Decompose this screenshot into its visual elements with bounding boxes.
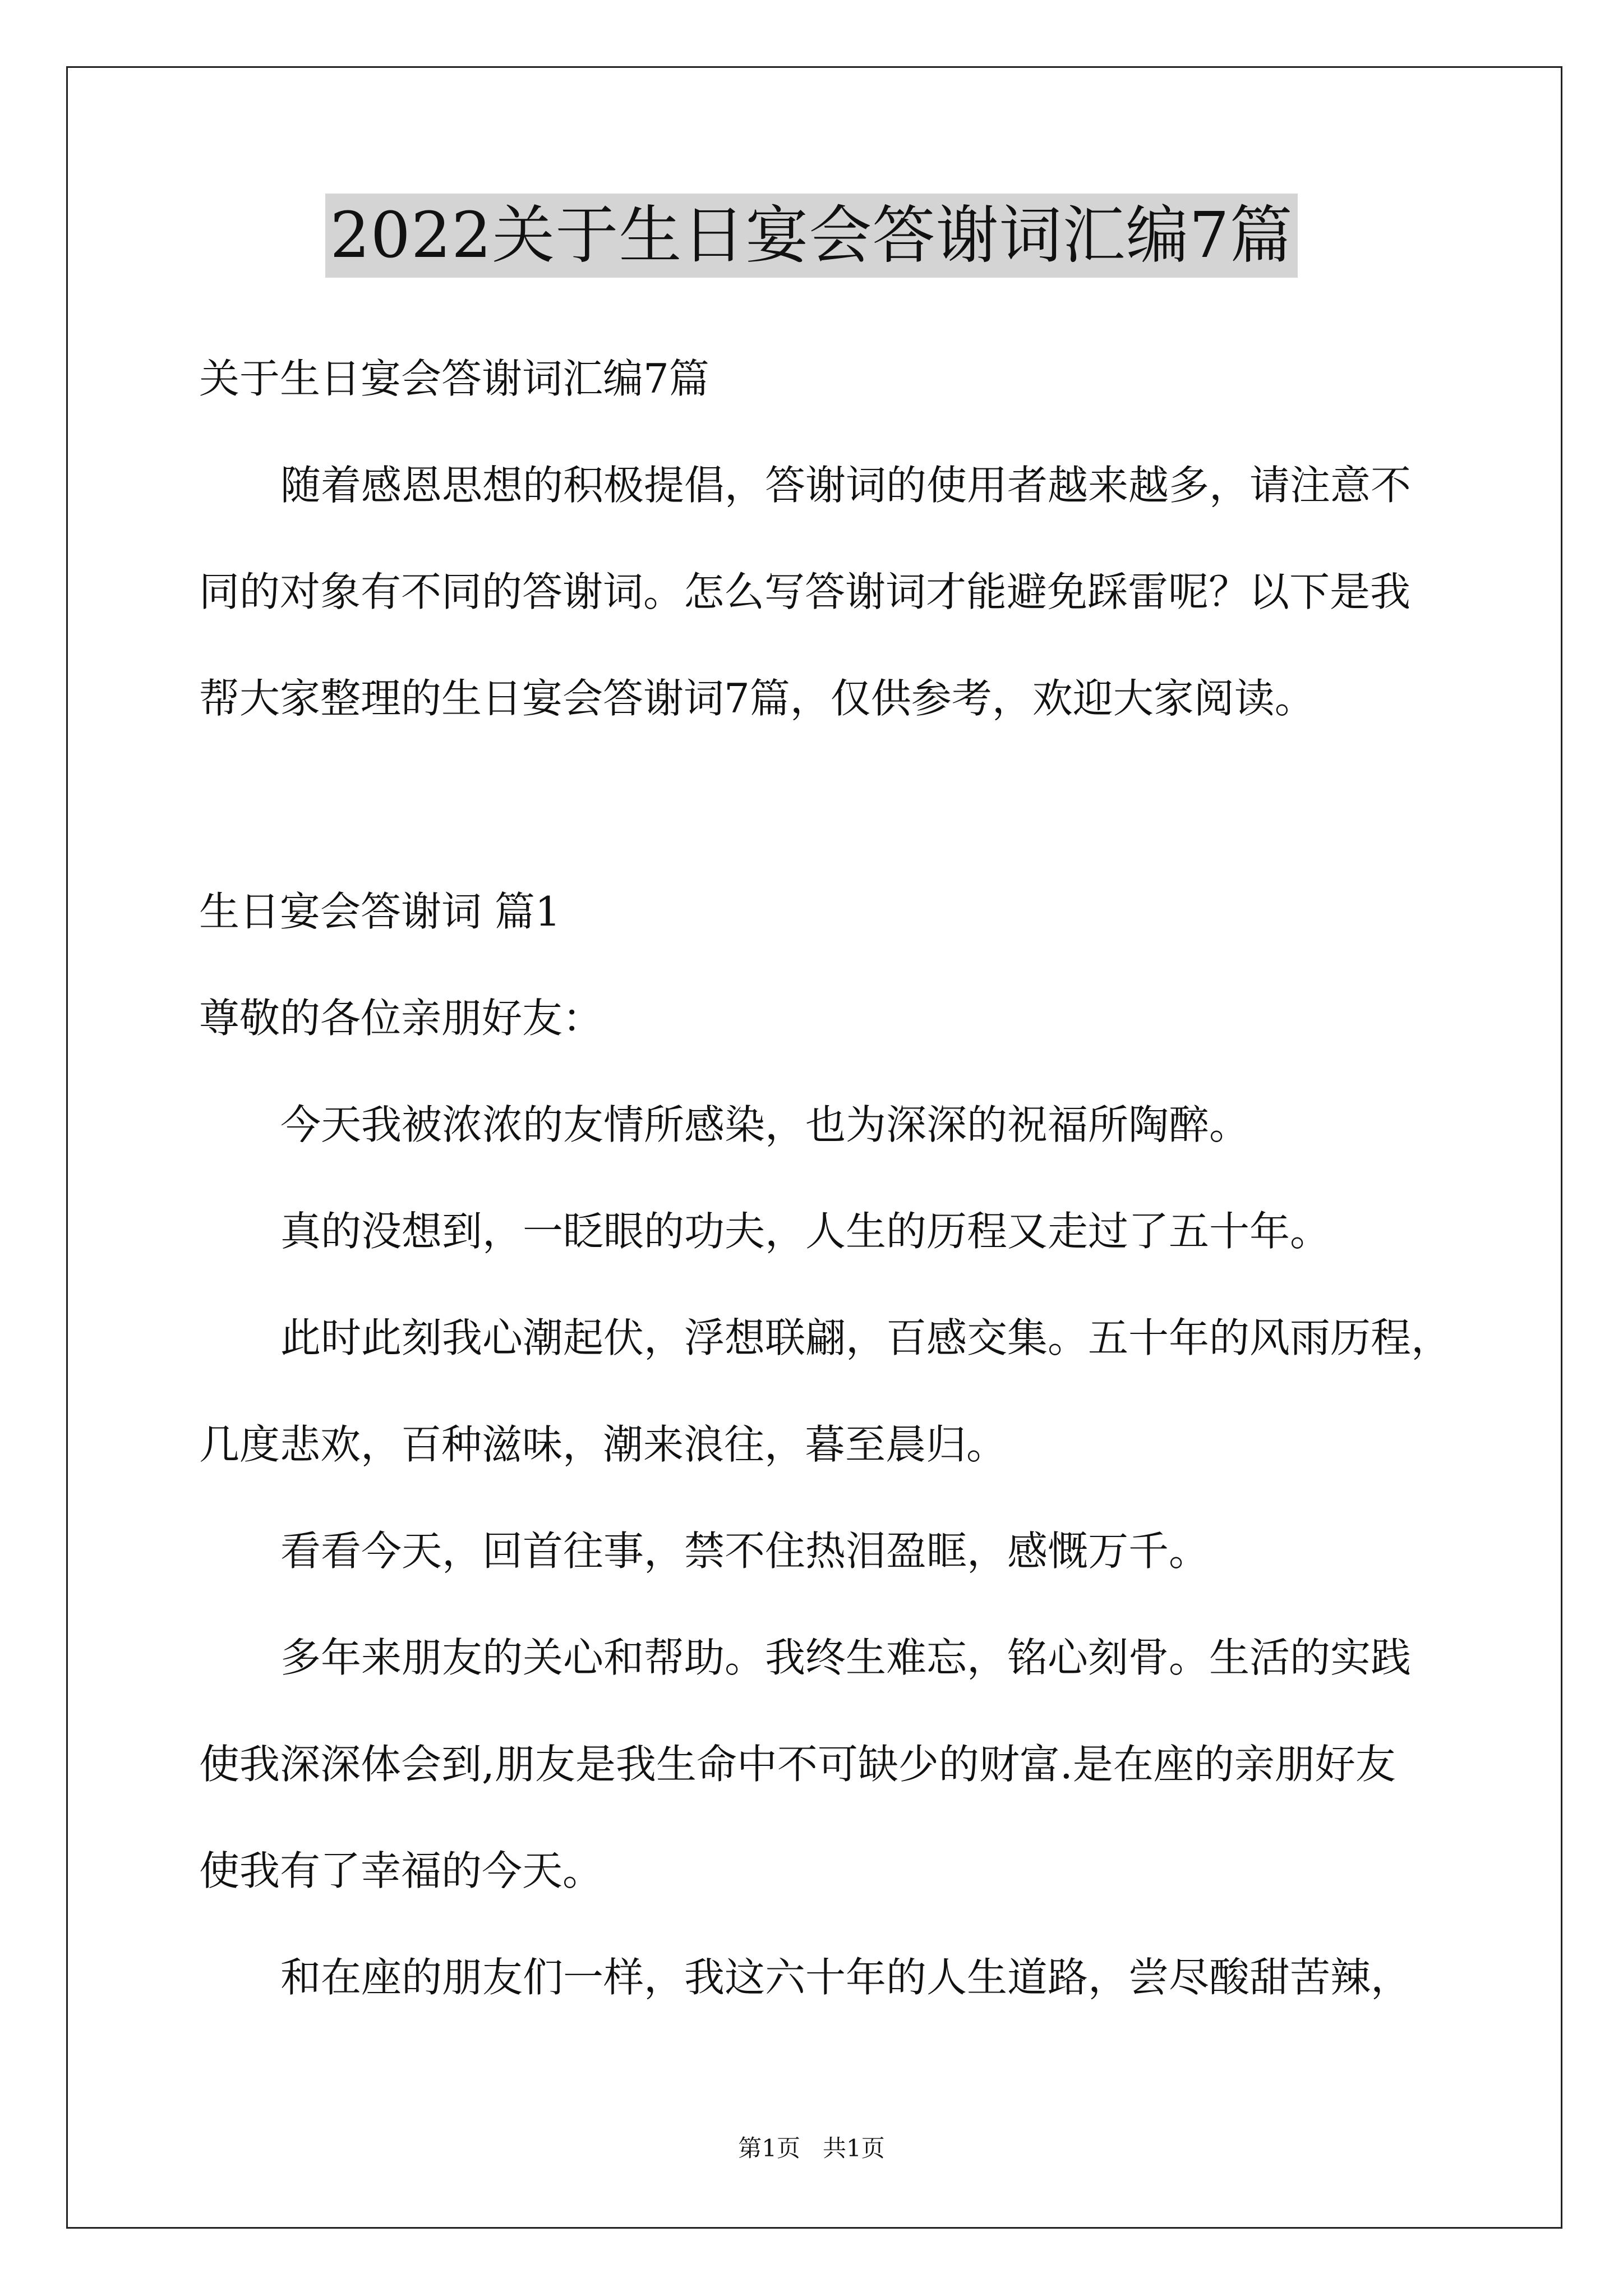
body-line-4: 几度悲欢，百种滋味，潮来浪往，暮至晨归。 <box>199 1421 1007 1468</box>
body-line-5: 看看今天，回首往事，禁不住热泪盈眶，感慨万千。 <box>280 1527 1210 1575</box>
salutation: 尊敬的各位亲朋好友： <box>199 995 603 1042</box>
document-title: 2022关于生日宴会答谢词汇编7篇 <box>325 194 1297 278</box>
body-line-9: 和在座的朋友们一样，我这六十年的人生道路，尝尽酸甜苦辣， <box>280 1954 1412 2001</box>
page-number-total: 共1页 <box>823 2134 885 2162</box>
body-line-1: 今天我被浓浓的友情所感染，也为深深的祝福所陶醉。 <box>280 1101 1250 1148</box>
section-heading: 生日宴会答谢词 篇1 <box>199 888 561 935</box>
body-line-3: 此时此刻我心潮起伏，浮想联翩，百感交集。五十年的风雨历程， <box>280 1314 1452 1361</box>
intro-line-2: 同的对象有不同的答谢词。怎么写答谢词才能避免踩雷呢？以下是我 <box>199 568 1411 615</box>
body-line-8: 使我有了幸福的今天。 <box>199 1847 603 1894</box>
body-line-6: 多年来朋友的关心和帮助。我终生难忘，铭心刻骨。生活的实践 <box>280 1634 1412 1681</box>
intro-line-3: 帮大家整理的生日宴会答谢词7篇，仅供参考，欢迎大家阅读。 <box>199 675 1315 722</box>
page-number-current: 第1页 <box>738 2134 800 2162</box>
body-line-7: 使我深深体会到,朋友是我生命中不可缺少的财富.是在座的亲朋好友 <box>199 1741 1396 1788</box>
intro-line-1: 随着感恩思想的积极提倡，答谢词的使用者越来越多，请注意不 <box>280 462 1412 509</box>
document-subtitle: 关于生日宴会答谢词汇编7篇 <box>199 355 709 402</box>
page-footer <box>0 2132 1623 2165</box>
title-container <box>0 194 1623 278</box>
body-line-2: 真的没想到，一眨眼的功夫，人生的历程又走过了五十年。 <box>280 1208 1331 1255</box>
